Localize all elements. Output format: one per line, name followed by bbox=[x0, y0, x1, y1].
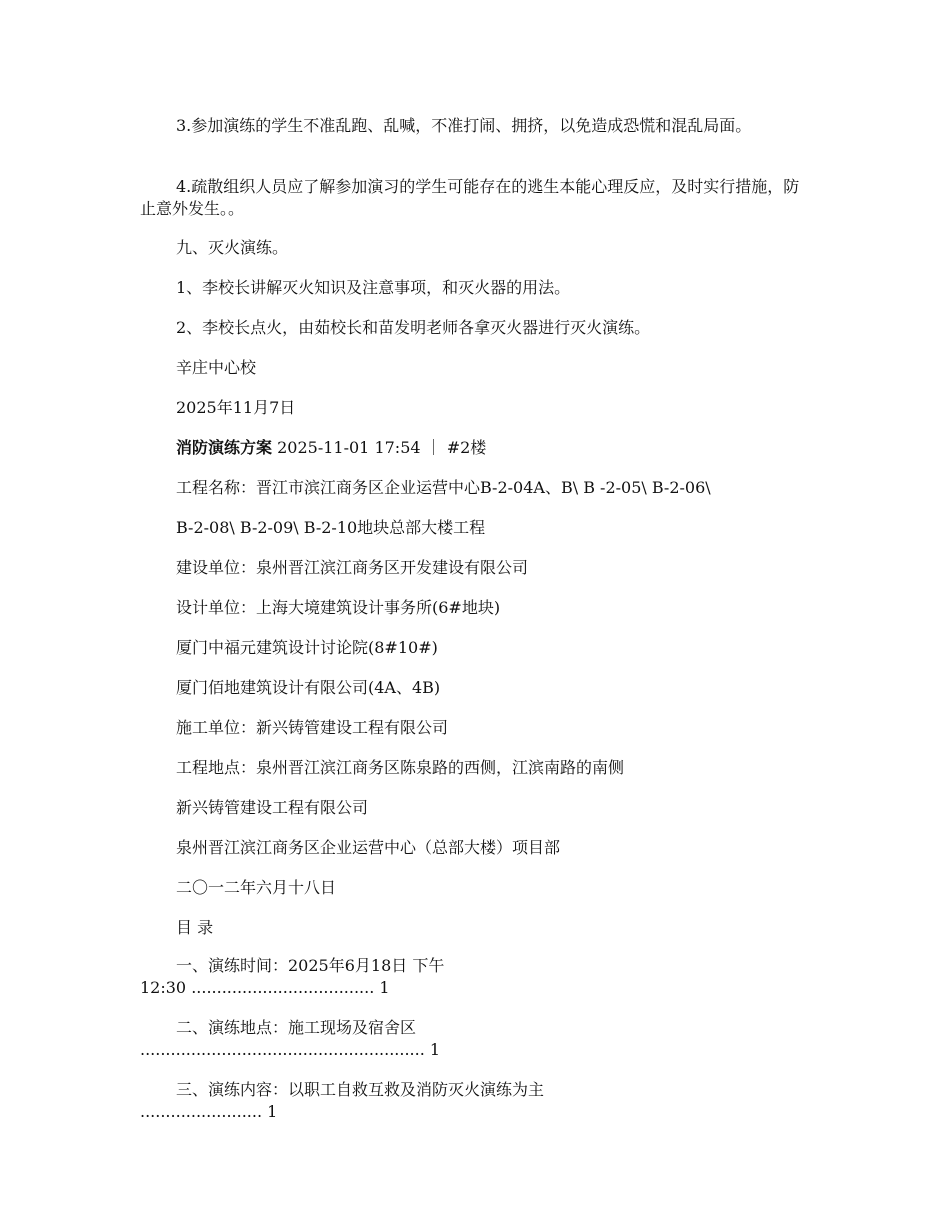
section-heading-9: 九、灭火演练。 bbox=[176, 238, 289, 257]
project-name-line2: B-2-08\ B-2-09\ B-2-10地块总部大楼工程 bbox=[176, 518, 486, 537]
signature-school: 辛庄中心校 bbox=[176, 358, 257, 377]
toc-item-1[interactable]: 一、演练时间：2025年6月18日 下午 bbox=[176, 956, 445, 975]
paragraph-4: 4.疏散组织人员应了解参加演习的学生可能存在的逃生本能心理反应，及时实行措施，防止意外发生。。 bbox=[140, 177, 800, 218]
design-unit-2: 厦门中福元建筑设计讨论院(8#10#) bbox=[176, 638, 438, 657]
project-department: 泉州晋江滨江商务区企业运营中心（总部大楼）项目部 bbox=[176, 838, 561, 857]
post-title[interactable]: 消防演练方案 bbox=[176, 438, 273, 457]
toc-item-3[interactable]: 三、演练内容：以职工自救互救及消防灭火演练为主 bbox=[176, 1080, 545, 1099]
design-unit: 设计单位：上海大境建筑设计事务所(6#地块) bbox=[176, 598, 501, 617]
toc-item-2[interactable]: 二、演练地点：施工现场及宿舍区 bbox=[176, 1018, 417, 1037]
post-header bbox=[176, 437, 486, 459]
document-date: 二〇一二年六月十八日 bbox=[176, 878, 337, 897]
paragraph-3: 3.参加演练的学生不准乱跑、乱喊，不准打闹、拥挤，以免造成恐慌和混乱局面。 bbox=[176, 116, 752, 135]
company-name: 新兴铸管建设工程有限公司 bbox=[176, 798, 369, 817]
paragraph-9-1: 1、李校长讲解灭火知识及注意事项，和灭火器的用法。 bbox=[176, 278, 571, 297]
toc-item-2-leader: ........................................................ 1 bbox=[140, 1040, 441, 1059]
toc-item-1-leader: 12:30 .................................... 1 bbox=[140, 978, 390, 997]
paragraph-9-2: 2、李校长点火，由茹校长和苗发明老师各拿灭火器进行灭火演练。 bbox=[176, 318, 651, 337]
toc-item-3-leader: ........................ 1 bbox=[140, 1102, 278, 1121]
signature-date: 2025年11月7日 bbox=[176, 398, 296, 417]
project-name-line1: 工程名称：晋江市滨江商务区企业运营中心B-2-04A、B\ B -2-05\ B-2-06\ bbox=[176, 478, 711, 497]
design-unit-3: 厦门佰地建筑设计有限公司(4A、4B) bbox=[176, 678, 441, 697]
post-meta: 2025-11-01 17:54 ｜ #2楼 bbox=[272, 438, 487, 457]
project-location: 工程地点：泉州晋江滨江商务区陈泉路的西侧，江滨南路的南侧 bbox=[176, 758, 625, 777]
builder-unit: 建设单位：泉州晋江滨江商务区开发建设有限公司 bbox=[176, 558, 529, 577]
construction-unit: 施工单位：新兴铸管建设工程有限公司 bbox=[176, 718, 449, 737]
toc-title: 目 录 bbox=[176, 918, 214, 937]
